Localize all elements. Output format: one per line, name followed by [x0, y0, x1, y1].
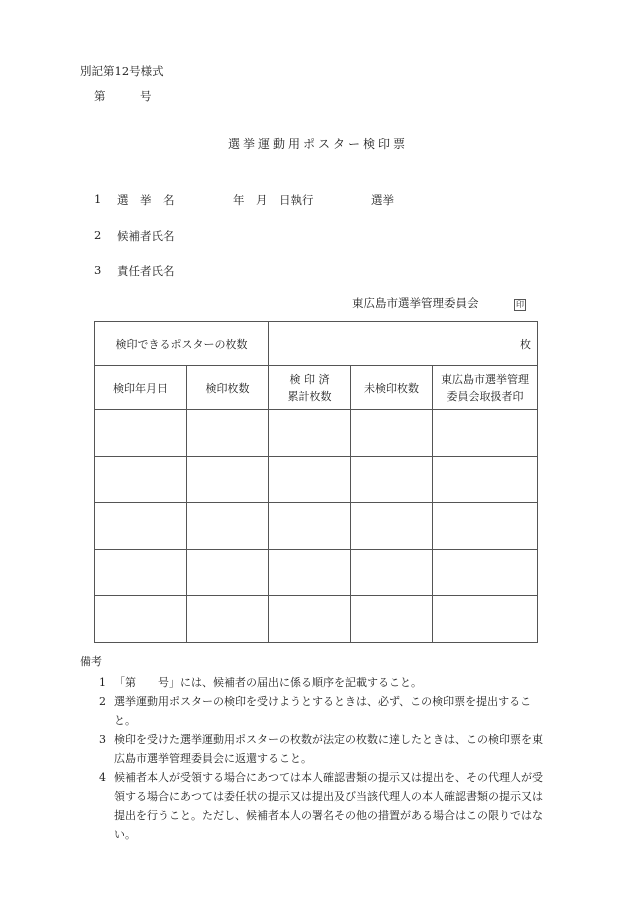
- table-cell: [95, 596, 187, 643]
- table-cell: [187, 596, 269, 643]
- count-unit: 枚: [269, 322, 538, 366]
- header-handler-seal: [433, 366, 538, 410]
- issuer-seal: [514, 296, 526, 311]
- stamp-record-table: [94, 321, 538, 643]
- note-text: 「第 号」には、候補者の届出に係る順序を記載すること。: [114, 676, 422, 689]
- issuer-name: 東広島市選挙管理委員会: [352, 296, 479, 310]
- header-cumulative: [269, 366, 351, 410]
- table-cell: [351, 410, 433, 457]
- field-election-value: 年 月 日執行 選挙: [233, 193, 394, 207]
- table-cell: [269, 456, 351, 503]
- field-election-label: 選 挙 名: [117, 193, 175, 207]
- note-text: 候補者本人が受領する場合にあつては本人確認書類の提示又は提出を、その代理人が受領する場合にあつては委任状の提示又は提出及び当該代理人の本人確認書類の提示又は提出を行うこと。ただし、候補者本人の署名その他の措置がある場合はこの限りではない。: [114, 771, 543, 841]
- table-cell: [269, 549, 351, 596]
- note-item: [80, 673, 550, 692]
- note-number: 3: [99, 733, 106, 746]
- table-cell: [433, 456, 538, 503]
- table-cell: [433, 503, 538, 550]
- table-cell: [351, 596, 433, 643]
- count-row: [95, 322, 538, 366]
- table-cell: [433, 596, 538, 643]
- table-cell: [187, 410, 269, 457]
- note-item: [80, 768, 550, 844]
- table-cell: [95, 549, 187, 596]
- table-cell: [351, 549, 433, 596]
- header-handler-seal-text: 東広島市選挙管理 委員会取扱者印: [441, 372, 529, 403]
- note-text: 検印を受けた選挙運動用ポスターの枚数が法定の枚数に達したときは、この検印票を東広島市選挙管理委員会に返還すること。: [114, 733, 543, 765]
- header-row: [95, 366, 538, 410]
- notes-heading: 備考: [80, 655, 102, 668]
- table-cell: [433, 549, 538, 596]
- header-stamped-count: 検印枚数: [187, 366, 269, 410]
- note-item: [80, 730, 550, 768]
- table-row: [95, 503, 538, 550]
- note-number: 4: [99, 771, 106, 784]
- serial-number-label: 第 号: [94, 89, 152, 103]
- table-cell: [187, 549, 269, 596]
- header-unstamped: 未検印枚数: [351, 366, 433, 410]
- table-cell: [95, 503, 187, 550]
- table-cell: [187, 503, 269, 550]
- note-number: 1: [99, 676, 106, 689]
- table-cell: [269, 503, 351, 550]
- form-number: 別記第12号様式: [80, 64, 164, 78]
- table-cell: [351, 503, 433, 550]
- note-text: 選挙運動用ポスターの検印を受けようとするときは、必ず、この検印票を提出すること。: [114, 695, 532, 727]
- seal-icon: 印: [516, 300, 524, 309]
- notes-section: [80, 652, 550, 844]
- table-cell: [95, 456, 187, 503]
- table-row: [95, 456, 538, 503]
- header-date: 検印年月日: [95, 366, 187, 410]
- table-cell: [433, 410, 538, 457]
- note-number: 2: [99, 695, 106, 708]
- count-label: 検印できるポスターの枚数: [95, 322, 269, 366]
- table-cell: [187, 456, 269, 503]
- table-cell: [269, 410, 351, 457]
- field-manager-label: 責任者氏名: [117, 264, 175, 278]
- page-title: 選挙運動用ポスター検印票: [228, 137, 409, 151]
- field-manager-num: 3: [94, 263, 102, 277]
- field-candidate-label: 候補者氏名: [117, 229, 175, 243]
- header-cumulative-text: 検 印 済 累計枚数: [287, 372, 332, 403]
- field-candidate-num: 2: [94, 228, 102, 242]
- table-cell: [269, 596, 351, 643]
- table-row: [95, 410, 538, 457]
- field-election-num: 1: [94, 192, 102, 206]
- table-cell: [95, 410, 187, 457]
- table-cell: [351, 456, 433, 503]
- table-row: [95, 549, 538, 596]
- table-row: [95, 596, 538, 643]
- note-item: [80, 692, 550, 730]
